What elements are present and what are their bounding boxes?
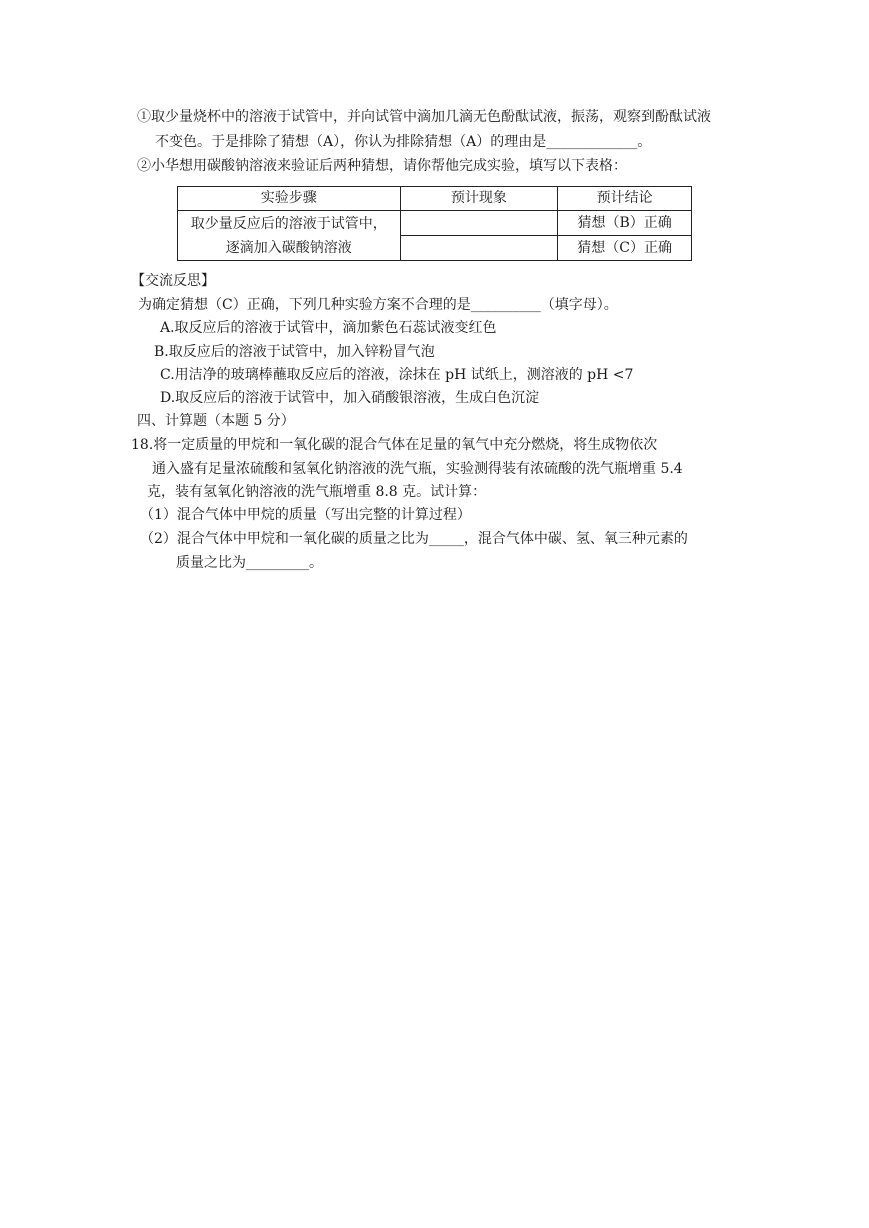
section-four-heading: 四、计算题（本题 5 分） — [137, 413, 295, 429]
experiment-table — [177, 186, 692, 261]
q18-sub-2-line-1: （2）混合气体中甲烷和一氧化碳的质量之比为_____，混合气体中碳、氢、氧三种元素的 — [140, 531, 688, 547]
q18-sub-1: （1）混合气体中甲烷的质量（写出完整的计算过程） — [140, 507, 471, 523]
line-p2: ②小华想用碳酸钠溶液来验证后两种猜想，请你帮他完成实验，填写以下表格： — [137, 158, 627, 174]
table-cell-phenomenon-1 — [400, 211, 558, 236]
q18-line-2: 通入盛有足量浓硫酸和氢氧化钠溶液的洗气瓶，实验测得装有浓硫酸的洗气瓶增重 5.4 — [152, 461, 683, 477]
option-d: D.取反应后的溶液于试管中，加入硝酸银溶液，生成白色沉淀 — [160, 390, 540, 406]
line-p1b: 不变色。于是排除了猜想（A），你认为排除猜想（A）的理由是_____________。 — [155, 134, 652, 150]
table-header-row — [178, 187, 692, 211]
table-row — [178, 211, 692, 236]
table-header-step: 实验步骤 — [178, 187, 401, 211]
line-p1a: ①取少量烧杯中的溶液于试管中，并向试管中滴加几滴无色酚酞试液，振荡，观察到酚酞试液 — [137, 109, 711, 125]
table-cell-conclusion-2: 猜想（C）正确 — [558, 236, 692, 261]
table-header-conclusion: 预计结论 — [558, 187, 692, 211]
table-cell-conclusion-1: 猜想（B）正确 — [558, 211, 692, 236]
step-line-2: 逐滴加入碳酸钠溶液 — [225, 240, 352, 256]
reflect-question: 为确定猜想（C）正确，下列几种实验方案不合理的是__________（填字母）。 — [138, 297, 618, 313]
table-cell-phenomenon-2 — [400, 236, 558, 261]
q18-line-1: 18.将一定质量的甲烷和一氧化碳的混合气体在足量的氧气中充分燃烧，将生成物依次 — [131, 437, 658, 453]
option-c: C.用洁净的玻璃棒蘸取反应后的溶液，涂抹在 pH 试纸上，测溶液的 pH <7 — [160, 367, 634, 383]
table-cell-step — [178, 211, 401, 261]
option-a: A.取反应后的溶液于试管中，滴加紫色石蕊试液变红色 — [160, 320, 497, 336]
q18-line-3: 克，装有氢氧化钠溶液的洗气瓶增重 8.8 克。试计算： — [147, 484, 487, 500]
reflect-heading: 【交流反思】 — [131, 273, 215, 289]
table-header-phenomenon: 预计现象 — [400, 187, 558, 211]
step-line-1: 取少量反应后的溶液于试管中， — [190, 216, 387, 232]
option-b: B.取反应后的溶液于试管中，加入锌粉冒气泡 — [154, 344, 435, 360]
q18-sub-2-line-2: 质量之比为_________。 — [176, 555, 323, 571]
